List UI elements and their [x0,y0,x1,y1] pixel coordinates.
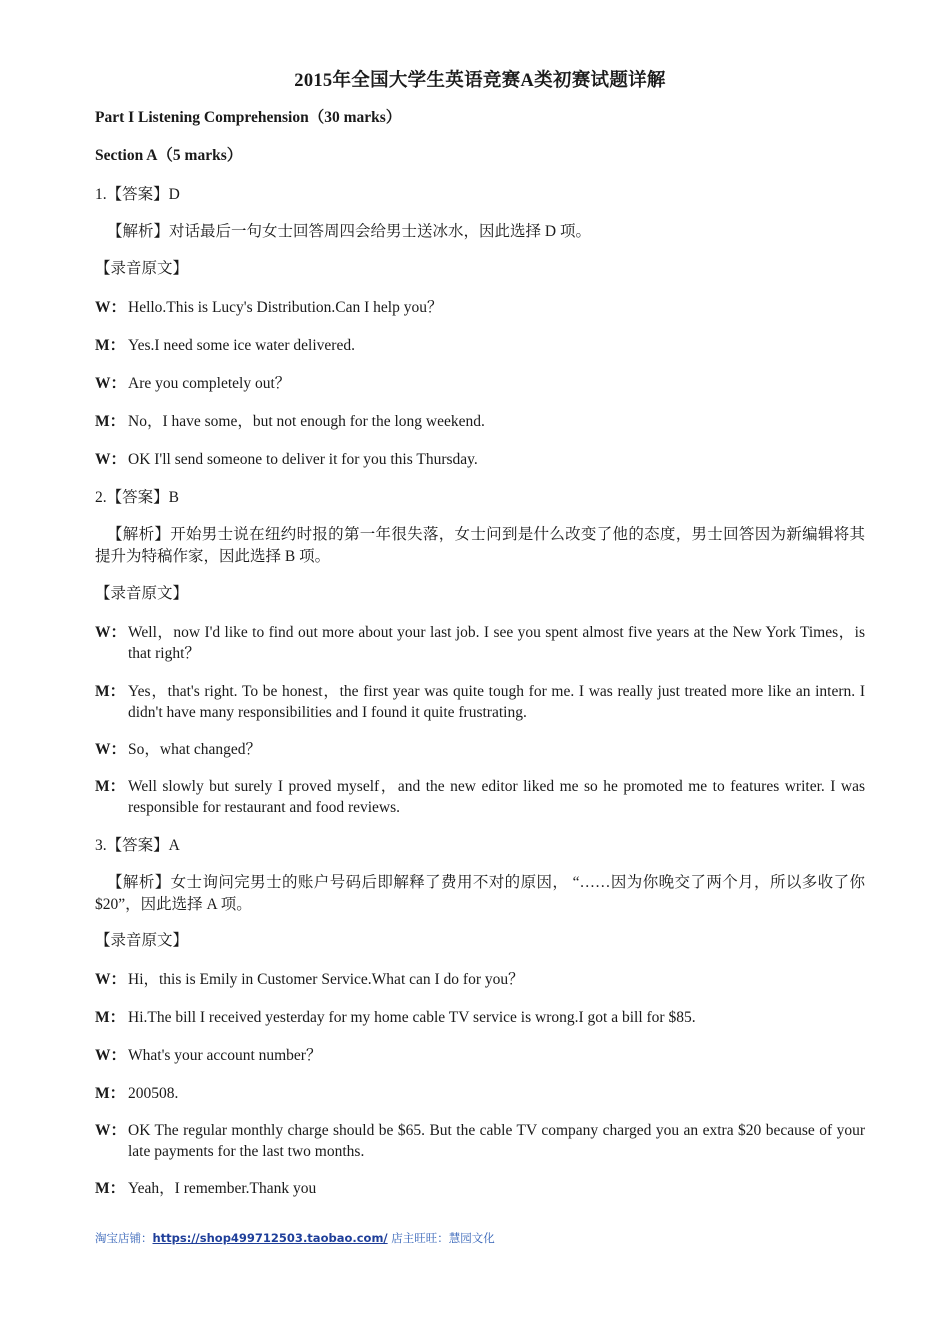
speaker: W： [95,375,127,392]
analysis-2: 【解析】开始男士说在纽约时报的第一年很失落，女士问到是什么改变了他的态度，男士回答因为新编辑将其提升为特稿作家，因此选择 B 项。 [95,526,865,565]
transcript-label-2: 【录音原文】 [95,585,189,602]
dialogue-line [95,373,865,394]
dialogue-line [95,969,865,990]
footer [95,1230,495,1246]
utterance: Yes.I need some ice water delivered. [128,337,355,354]
utterance: Well slowly but surely I proved myself，and the new editor liked me so he promoted me to features writer. I was responsible for restaurant and food reviews. [128,778,865,816]
dialogue-line [95,1007,865,1028]
dialogue-line [95,622,865,664]
speaker: W： [95,741,127,758]
dialogue-line [95,297,865,318]
answer-1: 1.【答案】D [95,186,180,203]
utterance: What's your account number？ [128,1047,322,1064]
speaker: W： [95,624,127,641]
speaker: M： [95,1085,126,1102]
utterance: No，I have some，but not enough for the long weekend. [128,413,485,430]
utterance: So，what changed？ [128,741,262,758]
speaker: M： [95,337,126,354]
transcript-label-3: 【录音原文】 [95,932,189,949]
speaker: W： [95,971,127,988]
utterance: Hi.The bill I received yesterday for my home cable TV service is wrong.I got a bill for $85. [128,1009,696,1026]
page-title: 2015年全国大学生英语竞赛A类初赛试题详解 [294,71,666,91]
speaker: W： [95,299,127,316]
utterance: Hi，this is Emily in Customer Service.What can I do for you？ [128,971,524,988]
dialogue-line [95,739,865,760]
answer-2: 2.【答案】B [95,489,179,506]
section-heading: Section A（5 marks） [95,147,243,164]
speaker: M： [95,1009,126,1026]
dialogue-line [95,449,865,470]
speaker: W： [95,1122,127,1139]
owner-label: 店主旺旺：慧园文化 [387,1231,495,1245]
dialogue-line [95,776,865,818]
analysis-1: 【解析】对话最后一句女士回答周四会给男士送冰水，因此选择 D 项。 [107,223,591,240]
utterance: OK The regular monthly charge should be $65. But the cable TV company charged you an extra $20 because of your late payments for the last two months. [128,1122,865,1160]
part-heading: Part I Listening Comprehension（30 marks） [95,109,402,126]
utterance: OK I'll send someone to deliver it for you this Thursday. [128,451,478,468]
shop-label: 淘宝店铺： [95,1231,153,1245]
utterance: Are you completely out？ [128,375,291,392]
utterance: Well，now I'd like to find out more about your last job. I see you spent almost five years at the New York Times，is that right？ [128,624,865,662]
dialogue-line [95,335,865,356]
speaker: M： [95,1180,126,1197]
dialogue-line [95,1120,865,1162]
speaker: M： [95,683,126,700]
utterance: 200508. [128,1085,179,1102]
transcript-label-1: 【录音原文】 [95,260,189,277]
shop-link[interactable]: https://shop499712503.taobao.com/ [152,1231,388,1245]
dialogue-line [95,1045,865,1066]
speaker: W： [95,451,127,468]
dialogue-line [95,411,865,432]
analysis-3: 【解析】女士询问完男士的账户号码后即解释了费用不对的原因， “……因为你晚交了两个月，所以多收了你$20”，因此选择 A 项。 [95,874,865,913]
utterance: Hello.This is Lucy's Distribution.Can I help you？ [128,299,443,316]
speaker: M： [95,778,126,795]
dialogue-line [95,1083,865,1104]
speaker: M： [95,413,126,430]
dialogue-line [95,681,865,723]
speaker: W： [95,1047,127,1064]
dialogue-line [95,1178,865,1199]
utterance: Yes，that's right. To be honest，the first year was quite tough for me. I was really just treated more like an intern. I didn't have many responsibilities and I found it quite frustrating. [128,683,865,721]
utterance: Yeah，I remember.Thank you [128,1180,317,1197]
answer-3: 3.【答案】A [95,837,180,854]
